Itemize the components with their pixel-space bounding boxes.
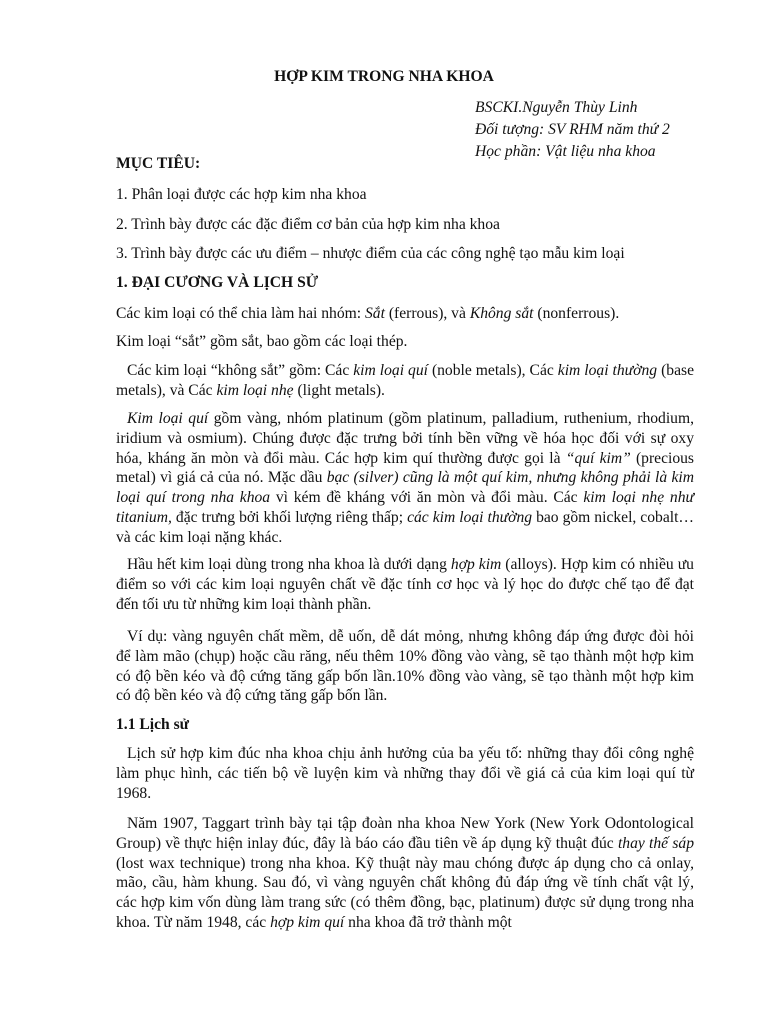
paragraph-4: Kim loại quí gồm vàng, nhóm platinum (gồm platinum, palladium, ruthenium, rhodium, iridium và osmium). Chúng được đặc trưng bởi tính bền vững về hóa học đối với sự oxy hóa, kháng ăn mòn và đổi màu. Các hợp kim quí thường được gọi là “quí kim” (precious metal) vì giá cả của nó. Mặc dầu bạc (silver) cũng là một quí kim, nhưng không phải là kim loại quí trong nha khoa vì kém đề kháng với ăn mòn và đổi màu. Các kim loại nhẹ như titanium, đặc trưng bởi khối lượng riêng thấp; các kim loại thường bao gồm nickel, cobalt… và các kim loại nặng khác. bbox=[116, 410, 695, 546]
section-1-1-heading: 1.1 Lịch sử bbox=[116, 716, 190, 733]
paragraph-2: Kim loại “sắt” gồm sắt, bao gồm các loại thép. bbox=[116, 333, 408, 350]
objective-item-3: 3. Trình bày được các ưu điểm – nhược điểm của các công nghệ tạo mẫu kim loại bbox=[116, 245, 625, 262]
paragraph-6: Ví dụ: vàng nguyên chất mềm, dễ uốn, dễ dát mỏng, nhưng không đáp ứng được đòi hỏi để làm mão (chụp) hoặc cầu răng, nếu thêm 10% đồng vào vàng, sẽ tạo thành một hợp kim có độ bền kéo và độ cứng tăng gấp bốn lần.10% đồng vào vàng, sẽ tạo thành một hợp kim có độ bền kéo và độ cứng tăng gấp bốn lần. bbox=[116, 628, 694, 705]
objective-item-2: 2. Trình bày được các đặc điểm cơ bản của hợp kim nha khoa bbox=[116, 216, 500, 233]
paragraph-5: Hầu hết kim loại dùng trong nha khoa là dưới dạng hợp kim (alloys). Hợp kim có nhiều ưu điểm so với các kim loại nguyên chất về đặc tính cơ học và lý học do được chế tạo để đạt đến tối ưu từ những kim loại thành phần. bbox=[116, 556, 694, 613]
author-line: BSCKI.Nguyễn Thùy Linh bbox=[475, 99, 638, 116]
audience-line: Đối tượng: SV RHM năm thứ 2 bbox=[475, 121, 670, 138]
paragraph-3: Các kim loại “không sắt” gồm: Các kim loại quí (noble metals), Các kim loại thường (base metals), và Các kim loại nhẹ (light metals). bbox=[116, 362, 694, 399]
document-title: HỢP KIM TRONG NHA KHOA bbox=[274, 68, 494, 85]
objective-item-1: 1. Phân loại được các hợp kim nha khoa bbox=[116, 186, 367, 203]
objectives-heading: MỤC TIÊU: bbox=[116, 155, 201, 172]
document-meta bbox=[475, 97, 670, 163]
paragraph-7: Lịch sử hợp kim đúc nha khoa chịu ảnh hưởng của ba yếu tố: những thay đổi công nghệ làm phục hình, các tiến bộ về luyện kim và những thay đổi về giá cả của kim loại quí từ 1968. bbox=[116, 745, 694, 802]
paragraph-1: Các kim loại có thể chia làm hai nhóm: Sắt (ferrous), và Không sắt (nonferrous). bbox=[116, 305, 620, 322]
section-1-heading: 1. ĐẠI CƯƠNG VÀ LỊCH SỬ bbox=[116, 274, 319, 291]
paragraph-8: Năm 1907, Taggart trình bày tại tập đoàn nha khoa New York (New York Odontological Group) về thực hiện inlay đúc, đây là báo cáo đầu tiên về áp dụng kỹ thuật đúc thay thế sáp (lost wax technique) trong nha khoa. Kỹ thuật này mau chóng được áp dụng cho cả onlay, mão, cầu, hàm khung. Sau đó, vì vàng nguyên chất không đủ đáp ứng về tính chất vật lý, các hợp kim vốn dùng làm trang sức (có thêm đồng, bạc, platinum) được sử dụng trong nha khoa. Từ năm 1948, các hợp kim quí nha khoa đã trở thành một bbox=[116, 815, 694, 931]
course-line: Học phần: Vật liệu nha khoa bbox=[475, 143, 656, 160]
